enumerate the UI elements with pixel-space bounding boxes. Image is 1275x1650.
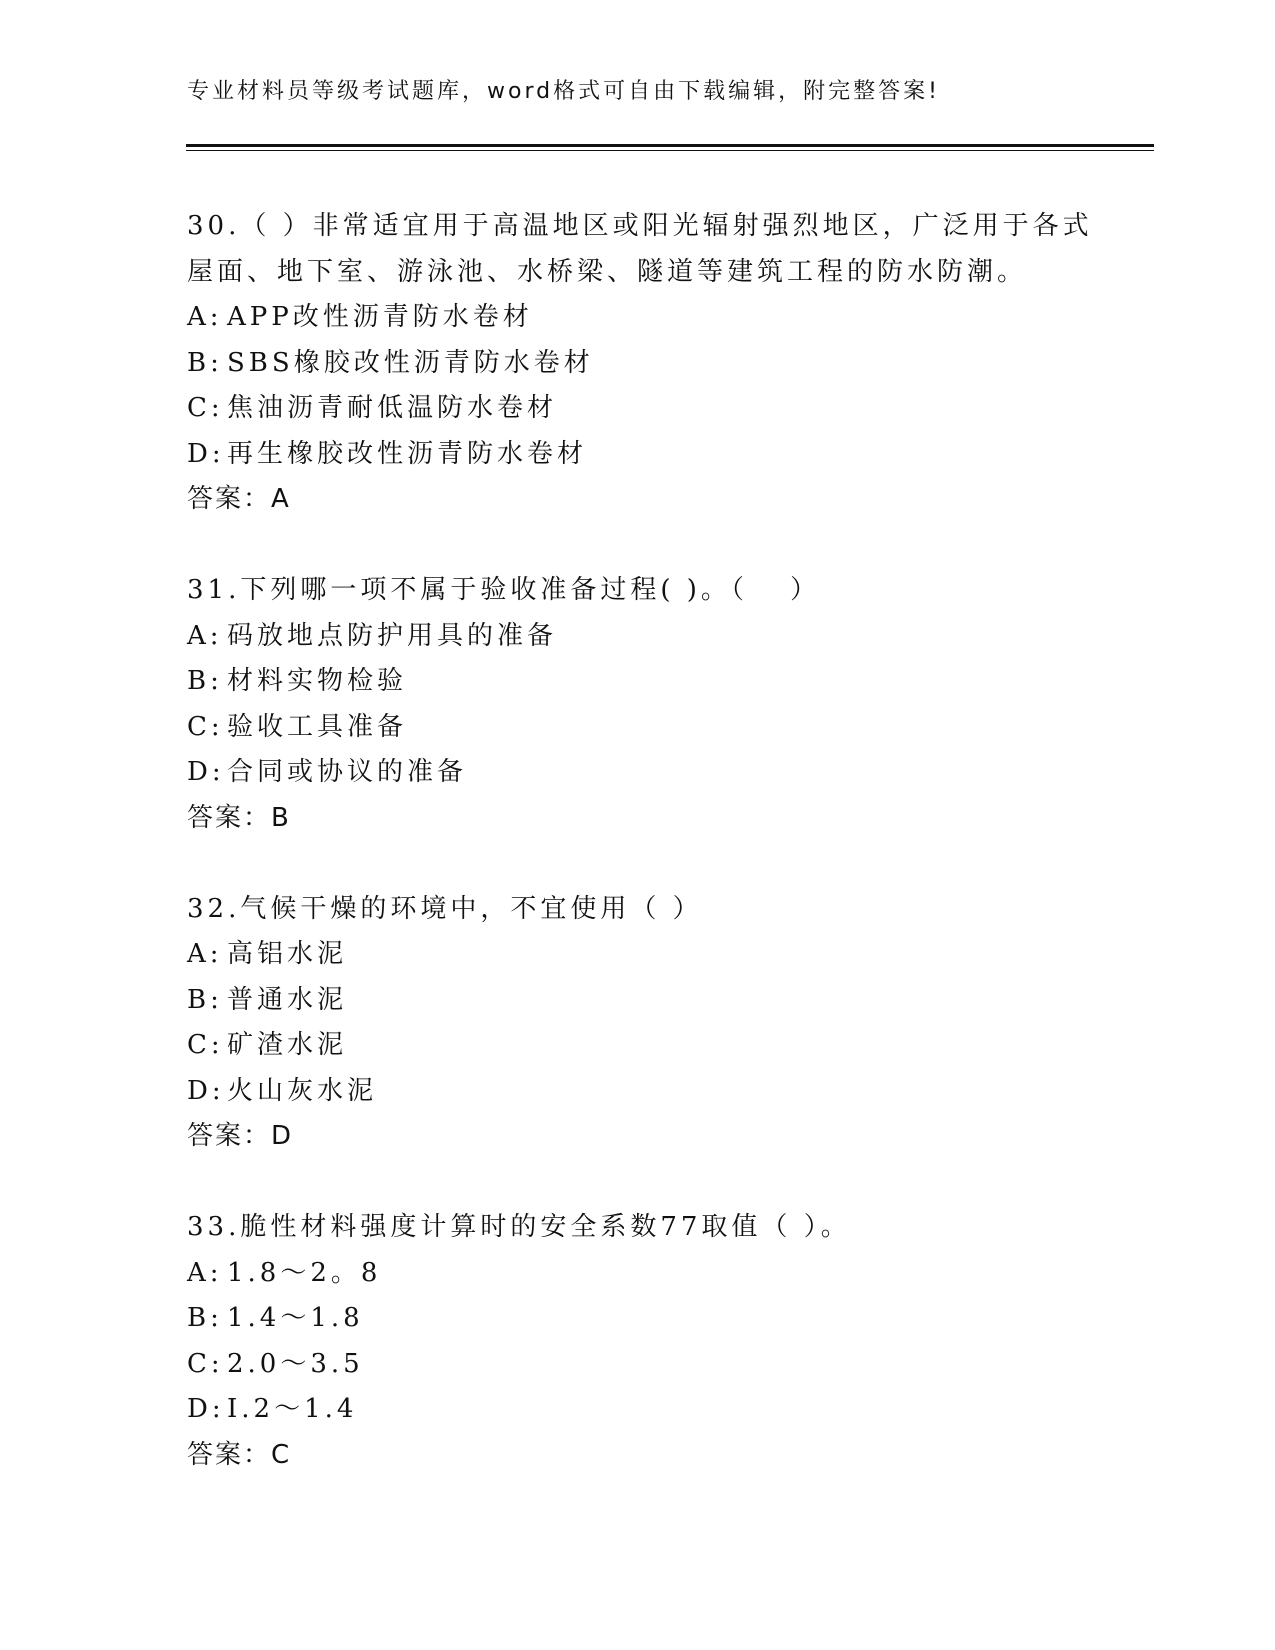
question-31-option-c — [187, 710, 407, 744]
question-33-option-b — [187, 1301, 364, 1335]
question-30-option-c — [187, 391, 557, 425]
question-31-answer: 答案：B — [187, 803, 291, 833]
option-text: 合同或协议的准备 — [227, 757, 468, 787]
question-33-option-c — [187, 1347, 364, 1381]
question-33-stem-line-1: 33.脆性材料强度计算时的安全系数77取值（ ）。 — [187, 1212, 851, 1242]
header-rule-thick — [186, 144, 1154, 147]
option-label: B: — [187, 666, 223, 696]
question-32-answer: 答案：D — [187, 1121, 294, 1151]
question-31-stem-line-1: 31.下列哪一项不属于验收准备过程( )。（ ） — [187, 575, 821, 605]
question-31-option-a — [187, 619, 557, 653]
question-30-stem-line-1: 30.（ ）非常适宜用于高温地区或阳光辐射强烈地区，广泛用于各式 — [187, 211, 1093, 241]
option-label: C: — [187, 712, 224, 742]
option-label: B: — [187, 1303, 223, 1333]
option-label: C: — [187, 1349, 224, 1379]
option-text: 码放地点防护用具的准备 — [227, 621, 558, 651]
question-30-option-b — [187, 346, 594, 380]
option-label: A: — [187, 302, 223, 332]
option-text: 高铝水泥 — [227, 939, 348, 969]
question-32-option-a — [187, 937, 347, 971]
option-label: A: — [187, 1258, 223, 1288]
option-label: B: — [187, 348, 223, 378]
option-label: D: — [187, 757, 225, 787]
option-text: 1.8～2。8 — [227, 1258, 382, 1288]
question-32-option-b — [187, 983, 347, 1017]
option-label: D: — [187, 1394, 225, 1424]
question-31-option-b — [187, 664, 407, 698]
option-text: 2.0～3.5 — [227, 1349, 364, 1379]
option-text: 矿渣水泥 — [227, 1030, 348, 1060]
option-text: 材料实物检验 — [227, 666, 408, 696]
question-33-option-d — [187, 1392, 357, 1426]
option-text: 火山灰水泥 — [227, 1076, 378, 1106]
option-text: 焦油沥青耐低温防水卷材 — [227, 393, 558, 423]
option-text: SBS橡胶改性沥青防水卷材 — [227, 348, 594, 378]
header-rule-thin — [186, 150, 1154, 151]
option-label: C: — [187, 393, 224, 423]
option-text: 再生橡胶改性沥青防水卷材 — [227, 439, 588, 469]
question-30-stem-line-2: 屋面、地下室、游泳池、水桥梁、隧道等建筑工程的防水防潮。 — [187, 257, 1028, 287]
option-text: APP改性沥青防水卷材 — [227, 302, 533, 332]
question-33-option-a — [187, 1256, 381, 1290]
question-32-stem-line-1: 32.气候干燥的环境中，不宜使用（ ） — [187, 894, 703, 924]
question-32-option-c — [187, 1028, 347, 1062]
option-label: D: — [187, 1076, 225, 1106]
page-header: 专业材料员等级考试题库，word格式可自由下载编辑，附完整答案! — [187, 79, 940, 104]
question-33-answer: 答案：C — [187, 1440, 292, 1470]
option-label: C: — [187, 1030, 224, 1060]
option-label: A: — [187, 939, 223, 969]
option-text: I.2～1.4 — [227, 1394, 358, 1424]
question-31-option-d — [187, 755, 467, 789]
question-30-answer: 答案：A — [187, 484, 291, 514]
option-text: 普通水泥 — [227, 985, 348, 1015]
question-30-option-d — [187, 437, 587, 471]
option-label: D: — [187, 439, 225, 469]
option-text: 1.4～1.8 — [227, 1303, 364, 1333]
question-32-option-d — [187, 1074, 377, 1108]
option-label: A: — [187, 621, 223, 651]
option-label: B: — [187, 985, 223, 1015]
option-text: 验收工具准备 — [227, 712, 408, 742]
question-30-option-a — [187, 300, 533, 334]
